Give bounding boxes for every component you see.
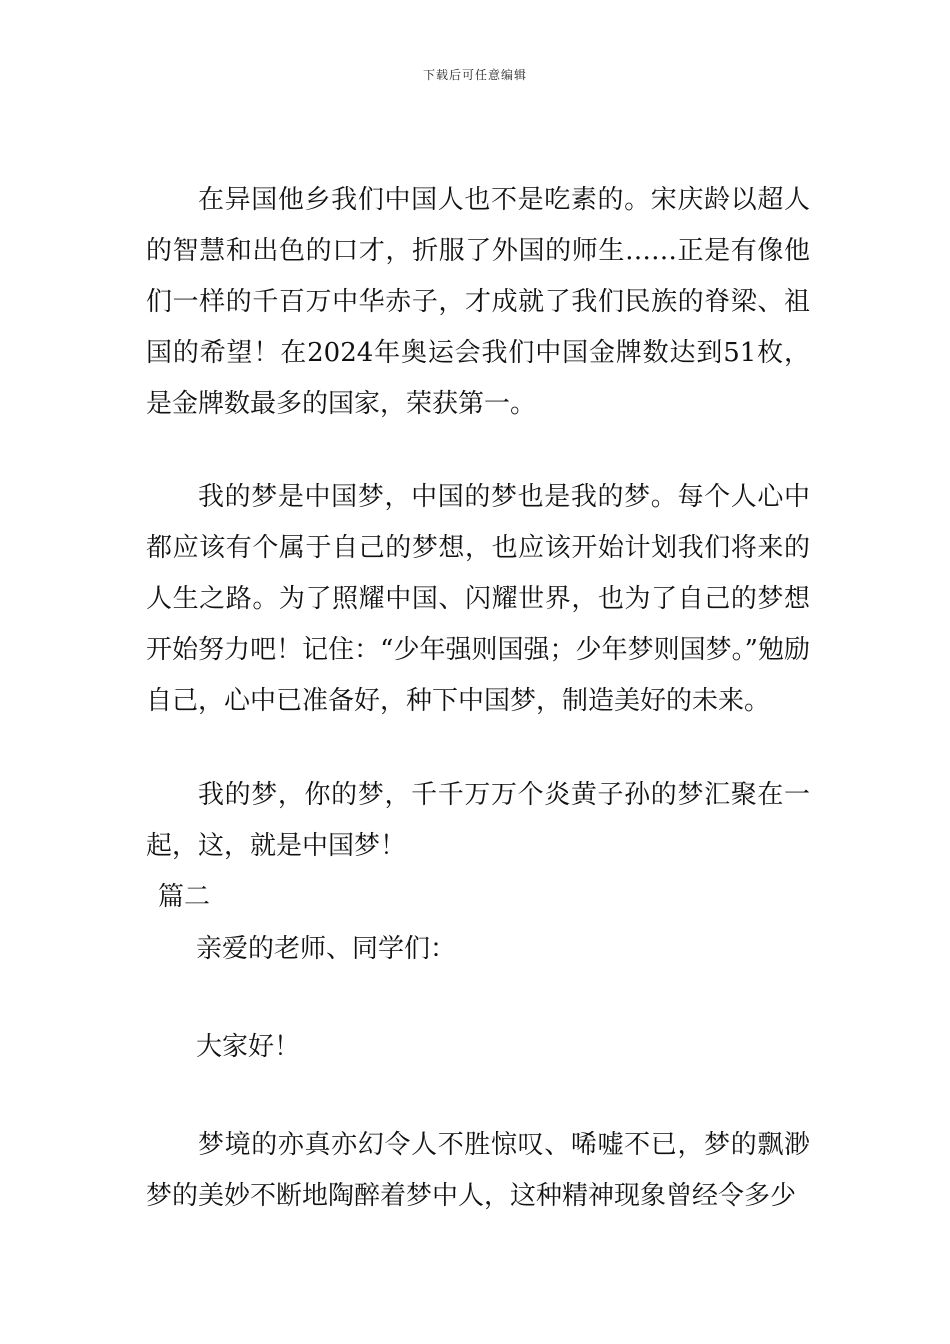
- header-note: 下载后可任意编辑: [422, 68, 527, 82]
- salutation: 亲爱的老师、同学们：: [196, 934, 457, 964]
- paragraph-our-dream: 我的梦，你的梦，千千万万个炎黄子孙的梦汇聚在一起，这，就是中国梦！: [146, 780, 810, 861]
- paragraph-olympics: 在异国他乡我们中国人也不是吃素的。宋庆龄以超人的智慧和出色的口才，折服了外国的师生……正是有像他们一样的千百万中华赤子，才成就了我们民族的脊梁、祖国的希望！在2024年奥运会我们中国金牌数达到51枚，是金牌数最多的国家，荣获第一。: [146, 185, 810, 419]
- greeting: 大家好！: [196, 1032, 301, 1062]
- paragraph-china-dream: 我的梦是中国梦，中国的梦也是我的梦。每个人心中都应该有个属于自己的梦想，也应该开始计划我们将来的人生之路。为了照耀中国、闪耀世界，也为了自己的梦想开始努力吧！记住：“少年强则国强；少年梦则国梦。”勉励自己，心中已准备好，种下中国梦，制造美好的未来。: [146, 482, 810, 716]
- paragraph-dreamscape: 梦境的亦真亦幻令人不胜惊叹、唏嘘不已，梦的飘渺梦的美妙不断地陶醉着梦中人，这种精神现象曾经令多少: [146, 1130, 810, 1211]
- section-heading: 篇二: [158, 882, 211, 912]
